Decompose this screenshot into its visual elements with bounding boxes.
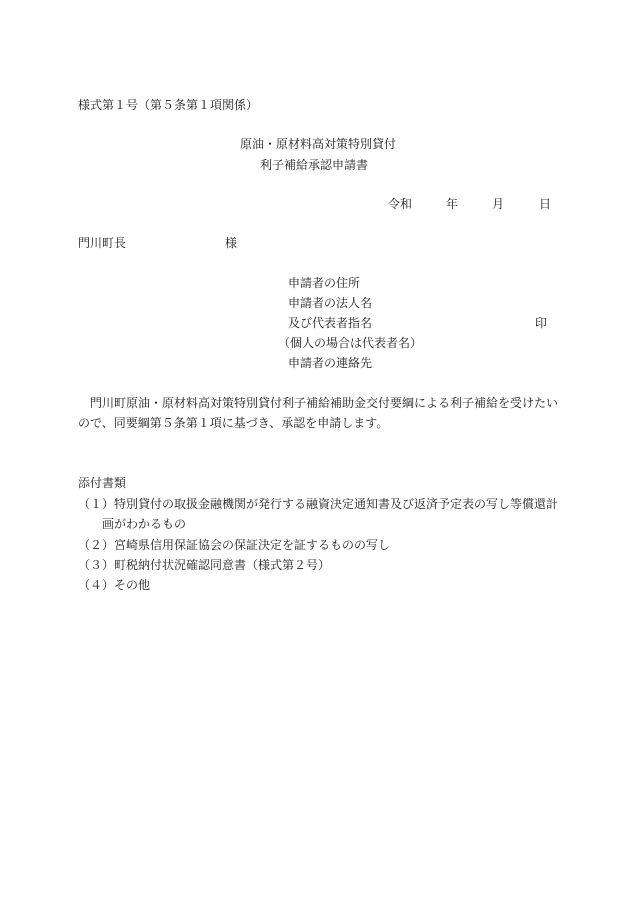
addressee-name: 門川町長 bbox=[78, 236, 127, 250]
applicant-contact-label: 申請者の連絡先 bbox=[288, 356, 373, 370]
form-title-line2: 利子補給承認申請書 bbox=[260, 158, 369, 172]
date-day: 日 bbox=[539, 197, 552, 211]
attachment-item-3: （３）町税納付状況確認同意書（様式第２号） bbox=[78, 558, 331, 572]
body-line-2: ので、同要綱第５条第１項に基づき、承認を申請します。 bbox=[78, 416, 389, 430]
attachments-heading: 添付書類 bbox=[78, 476, 127, 490]
attachment-item-1: （１）特別貸付の取扱金融機関が発行する融資決定通知書及び返済予定表の写し等償還計 bbox=[78, 497, 559, 511]
form-title-line1: 原油・原材料高対策特別貸付 bbox=[240, 137, 397, 151]
attachment-item-2: （２）宮崎県信用保証協会の保証決定を証するものの写し bbox=[78, 538, 391, 552]
applicant-corp-label: 申請者の法人名 bbox=[288, 296, 373, 310]
date-year: 年 bbox=[446, 197, 459, 211]
applicant-individual-note: （個人の場合は代表者名） bbox=[278, 336, 423, 350]
attachment-item-4: （４）その他 bbox=[78, 578, 151, 592]
addressee-honorific: 様 bbox=[225, 236, 238, 250]
date-era: 令和 bbox=[388, 197, 413, 211]
seal-mark: 印 bbox=[535, 316, 548, 330]
date-month: 月 bbox=[492, 197, 505, 211]
attachment-item-1-cont: 画がわかるもの bbox=[102, 517, 187, 531]
form-number: 様式第１号（第５条第１項関係） bbox=[78, 98, 259, 112]
applicant-rep-label: 及び代表者指名 bbox=[288, 316, 373, 330]
body-line-1: 門川町原油・原材料高対策特別貸付利子補給補助金交付要綱による利子補給を受けたい bbox=[78, 396, 559, 410]
applicant-address-label: 申請者の住所 bbox=[288, 276, 361, 290]
